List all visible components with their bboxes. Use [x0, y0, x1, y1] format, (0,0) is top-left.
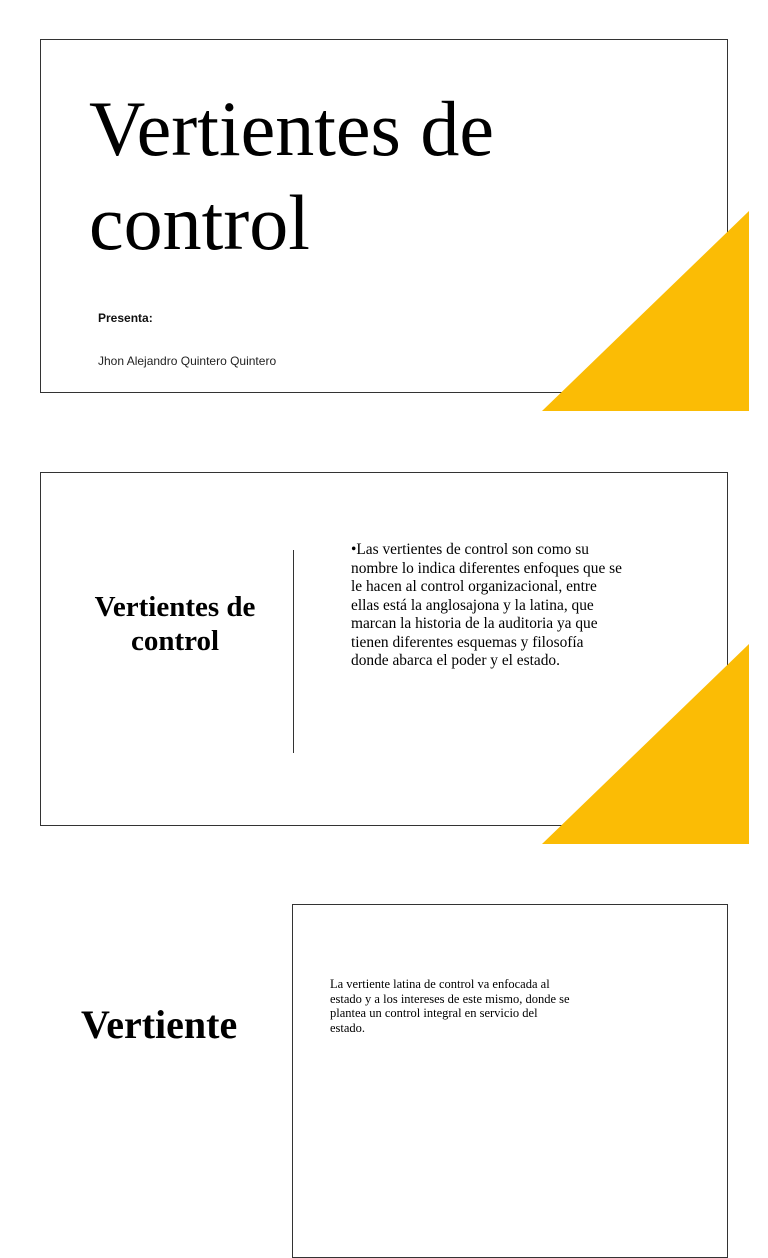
accent-triangle: [542, 644, 749, 844]
presenter-label: Presenta:: [98, 311, 153, 325]
slide-1-title: Vertientes de control: [89, 85, 495, 266]
slide-3-body-line: estado y a los intereses de este mismo, donde se: [330, 991, 570, 1006]
slide-3-body-line: La vertiente latina de control va enfocada al: [330, 977, 550, 991]
slide-3: [292, 904, 728, 1258]
vertical-divider: [293, 550, 294, 753]
slide-3-body-line: plantea un control integral en servicio del: [330, 1006, 538, 1020]
accent-triangle: [542, 211, 749, 411]
slide-2-title: Vertientes de control: [94, 591, 256, 657]
slide-2: [40, 472, 728, 826]
slide-1: [40, 39, 728, 393]
slide-3-body-line: estado.: [330, 1020, 366, 1035]
slide-2-body: •Las vertientes de control son como su nombre lo indica diferentes enfoques que se le hacen al control organizacional, entre ellas está la anglosajona y la latina, que marcan la historia de la auditoria ya que tienen diferentes esquemas y filosofía donde abarca el poder y el estado.: [351, 541, 622, 669]
slide-3-title: Vertiente: [81, 1002, 238, 1047]
slide-3-body: [330, 977, 630, 1035]
presenter-name: Jhon Alejandro Quintero Quintero: [98, 354, 277, 368]
